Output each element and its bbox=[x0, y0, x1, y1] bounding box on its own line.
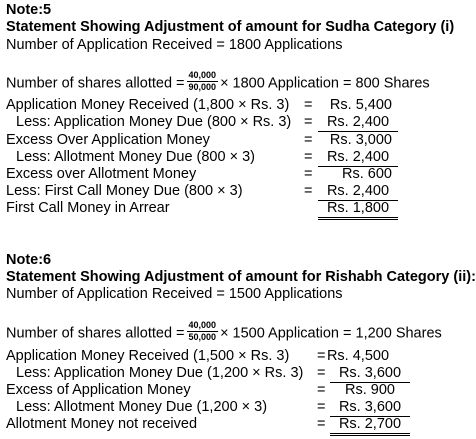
note5-fraction bbox=[187, 70, 219, 93]
note6-allotted-prefix: Number of shares allotted = bbox=[6, 325, 185, 342]
note5-row-eq: = bbox=[304, 183, 313, 199]
note5-row-label: Less: Allotment Money Due (800 × 3) bbox=[16, 149, 255, 165]
note6-row-amount: Rs. 2,700 bbox=[330, 416, 410, 436]
note5-row-label: Application Money Received (1,800 × Rs. 3) bbox=[6, 97, 290, 113]
note6-row-eq: = bbox=[317, 365, 326, 381]
note5-row-amount: Rs. 1,800 bbox=[318, 200, 398, 220]
note6-title: Statement Showing Adjustment of amount for Rishabh Category (ii): bbox=[6, 269, 476, 285]
note6-row-eq: = bbox=[317, 416, 326, 432]
note5-row-eq: = bbox=[304, 114, 313, 130]
note5-row-label: Excess over Allotment Money bbox=[6, 166, 197, 182]
note6-row-eq: = bbox=[317, 348, 326, 364]
note5-row-label: Less: Application Money Due (800 × Rs. 3) bbox=[16, 114, 292, 130]
note5-heading: Note:5 bbox=[6, 2, 52, 18]
note6-row-label: Less: Allotment Money Due (1,200 × 3) bbox=[16, 399, 268, 415]
note5-allotted bbox=[6, 72, 430, 95]
note5-row-amount: Rs. 2,400 bbox=[318, 114, 398, 132]
note5-allotted-suffix: × 1800 Application = 800 Shares bbox=[220, 75, 430, 92]
note6-fraction-numerator: 40,000 bbox=[188, 320, 217, 330]
note6-row-amount: Rs. 900 bbox=[345, 382, 395, 398]
note6-row-amount: Rs. 3,600 bbox=[330, 365, 410, 383]
note5-row-eq: = bbox=[304, 132, 313, 148]
note5-row-eq: = bbox=[304, 149, 313, 165]
note5-row-amount: Rs. 2,400 bbox=[318, 149, 398, 167]
note5-fraction-numerator: 40,000 bbox=[188, 70, 217, 80]
note6-row-eq: = bbox=[317, 382, 326, 398]
note6-row-label: Excess of Application Money bbox=[6, 382, 191, 398]
note6-row-eq: = bbox=[317, 399, 326, 415]
note6-fraction-denominator: 50,000 bbox=[188, 332, 217, 342]
note6-row-label: Less: Application Money Due (1,200 × Rs. 3) bbox=[16, 365, 304, 381]
note5-row-amount: Rs. 2,400 bbox=[318, 183, 398, 201]
note5-row-amount: Rs. 5,400 bbox=[329, 97, 392, 113]
note6-row-label: Application Money Received (1,500 × Rs. 3) bbox=[6, 348, 290, 364]
note5-row-label: Less: First Call Money Due (800 × 3) bbox=[6, 183, 243, 199]
note5-row-eq: = bbox=[304, 97, 313, 113]
note6-heading: Note:6 bbox=[6, 252, 52, 268]
note5-title: Statement Showing Adjustment of amount for Sudha Category (i) bbox=[6, 19, 455, 35]
note6-received: Number of Application Received = 1500 Applications bbox=[6, 286, 343, 302]
note6-fraction bbox=[187, 320, 219, 343]
note5-fraction-denominator: 90,000 bbox=[188, 82, 217, 92]
note5-received: Number of Application Received = 1800 Applications bbox=[6, 37, 343, 53]
note6-row-amount: Rs. 4,500 bbox=[326, 348, 390, 364]
note5-row-eq: = bbox=[304, 166, 313, 182]
note6-allotted bbox=[6, 322, 442, 345]
note6-allotted-suffix: × 1500 Application = 1,200 Shares bbox=[220, 325, 442, 342]
note5-allotted-prefix: Number of shares allotted = bbox=[6, 75, 185, 92]
note5-row-label: Excess Over Application Money bbox=[6, 132, 210, 148]
note5-row-amount: Rs. 3,000 bbox=[329, 132, 392, 148]
note6-row-amount: Rs. 3,600 bbox=[330, 399, 410, 417]
note5-row-amount: Rs. 600 bbox=[342, 166, 392, 182]
note6-row-label: Allotment Money not received bbox=[6, 416, 198, 432]
note5-row-label: First Call Money in Arrear bbox=[6, 200, 170, 216]
